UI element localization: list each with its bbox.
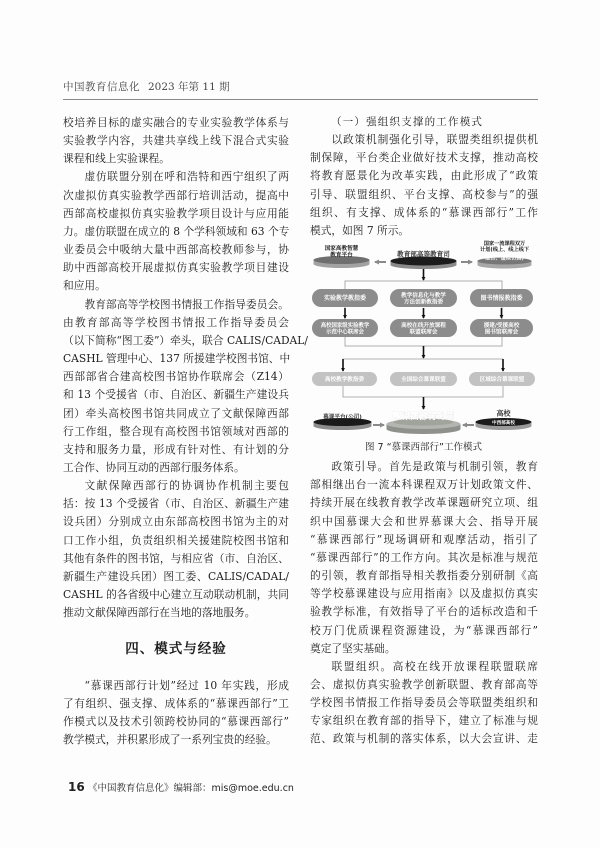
box-label: 方法创新教指委 [403, 299, 444, 306]
text-line: 教学模式，并积累形成了一系列宝贵的经验。 [63, 733, 277, 747]
footer-contact: 《中国教育信息化》编辑部：mis@moe.edu.cn [88, 783, 294, 794]
text-line: 的引领，教育部指导相关教指委分别研制《高 [310, 569, 538, 583]
text-line: 口工作小组，负责组织相关援建院校图书馆和 [63, 533, 289, 547]
text-line: 将教育愿景化为改革实践，由此形成了“政策 [310, 169, 538, 183]
paragraph [63, 114, 289, 168]
text-line: 持续开展在线教育教学改革课题研究立项、组 [310, 496, 538, 510]
paragraph [310, 658, 538, 749]
text-line: 推动文献保障西部行在当地的落地服务。 [63, 606, 256, 620]
text-line: 新疆生产建设兵团）图工委、CALIS/CADAL/ [63, 569, 289, 583]
text-line: 括：按 13 个受援省（市、自治区、新疆生产建 [63, 497, 289, 511]
text-line: 和应用。 [63, 279, 106, 293]
section-heading: 四、模式与经验 [125, 641, 227, 658]
text-line: 工合作、协同互动的西部行服务体系。 [63, 460, 245, 474]
box-label: 教学信息化与教学 [401, 292, 446, 299]
node-label: 慕课平台(公司) [323, 414, 362, 421]
text-line: “慕课西部行”现场调研和观摩活动，指引了 [310, 532, 538, 546]
mooc-platform-node [314, 413, 372, 431]
box-label: 示范中心联席会 [326, 329, 364, 336]
text-line: 组织、有支撑、成体系的“慕课西部行”工作 [310, 205, 538, 219]
text-line: 制保障，平台类企业做好技术支撑，推动高校 [310, 151, 538, 165]
page-footer [68, 776, 294, 795]
text-line: 联盟组织。高校在线开放课程联盟联席 [331, 659, 538, 673]
right-column [310, 113, 538, 749]
box-label: 高校在线开放课程 [401, 322, 446, 329]
paragraph [310, 458, 538, 658]
node-label: 教育部高等教育司 [397, 250, 450, 259]
universities-node [476, 409, 532, 431]
paragraph [63, 477, 289, 622]
text-line: 其他有条件的图书馆，与相应省（市、自治区、 [63, 551, 289, 565]
national-platform-node [314, 244, 370, 268]
higher-education-dept-node [391, 250, 457, 270]
connector-bracket [343, 386, 503, 397]
subsection-heading: （一）强组织支撑的工作模式 [331, 116, 484, 128]
page-number: 16 [68, 780, 85, 794]
header-rule [63, 99, 538, 100]
text-line: 引导、联盟组织、平台支撑、高校参与”的强 [310, 187, 538, 201]
running-header [63, 79, 230, 94]
paragraph [63, 168, 289, 295]
text-line: “慕课西部行计划”经过 10 年实践，形成 [84, 678, 289, 692]
text-line: 虚仿联盟分别在呼和浩特和西宁组织了两 [84, 170, 289, 184]
text-line: 以政策机制强化引导，联盟类组织提供机 [331, 133, 538, 147]
text-line: 模式，如图 7 所示。 [310, 223, 410, 237]
paragraph [63, 677, 289, 750]
text-line: 行工作组，整合现有高校图书馆领域对西部的 [63, 424, 289, 438]
text-line: 次虚拟仿真实验教学西部行培训活动，提高中 [63, 188, 289, 202]
text-line: 西部高校虚拟仿真实验教学项目设计与应用能 [63, 206, 289, 220]
figure-7 [310, 240, 538, 458]
node-label: 中西部高校 [492, 420, 515, 426]
text-line: 织中国慕课大会和世界慕课大会、指导开展 [310, 514, 538, 528]
box-label: 援建/受援高校 [483, 322, 520, 329]
text-line: 课程和线上实验课程。 [63, 152, 170, 166]
text-line: 西部部省合建高校图书馆协作联席会（Z14） [63, 370, 289, 384]
mooc-alliance-row [312, 372, 535, 386]
text-line: 校万门优质课程资源建设，为“慕课西部行” [310, 623, 538, 637]
text-line: 设兵团）分别成立由东部高校图书馆为主的对 [63, 515, 289, 529]
text-line: 验教学标准，有效指导了平台的适标改造和千 [310, 605, 538, 619]
text-line: 会、虚拟仿真实验教学创新联盟、教育部高等 [310, 677, 538, 691]
text-line: 作模式以及技术引领跨校协同的“慕课西部行” [63, 715, 289, 729]
node-label: 国家高教智慧 [324, 246, 359, 253]
text-line: 政策引导。首先是政策与机制引领，教育 [331, 460, 538, 474]
paragraph [310, 131, 538, 240]
figure-caption: 图 7 “慕课西部行”工作模式 [365, 442, 482, 454]
text-line: 部相继出台一流本科课程双万计划政策文件、 [310, 478, 538, 492]
text-line: 文献保障西部行的协调协作机制主要包 [84, 479, 289, 493]
text-line: 力。虚仿联盟在成立的 8 个学科领域和 63 个专 [63, 224, 290, 238]
journal-name: 中国教育信息化 [63, 81, 140, 93]
box-label: 高校教学教指委 [324, 377, 365, 384]
text-line: 业委员会中吸纳大量中西部高校教师参与，协 [63, 243, 289, 257]
work-mode-diagram [310, 240, 538, 458]
node-label: 慕课西部行计划 [391, 412, 456, 423]
text-line: 范、政策与机制的落实体系，以大会宣讲、走 [310, 732, 538, 746]
text-line: 团）牵头高校图书馆共同成立了文献保障西部 [63, 406, 289, 420]
text-line: 实验教学内容，共建共享线上线下混合式实验 [63, 134, 289, 148]
text-line: 专家组织在教育部的指导下，建立了标准与规 [310, 714, 538, 728]
text-line: 支持和服务力量，形成有针对性、有计划的分 [63, 442, 289, 456]
text-line: 教育部高等学校图书情报工作指导委员会。 [84, 297, 289, 311]
box-label: 实验教学教指委 [323, 295, 367, 303]
node-label: 高校 [496, 409, 511, 418]
node-label: 教育平台 [330, 252, 353, 259]
box-label: 全国综合慕课联盟 [401, 377, 446, 384]
box-label: 联盟联席会 [409, 329, 438, 336]
text-line: 奠定了坚实基础。 [310, 641, 396, 655]
box-label: 图书情报教指委 [480, 295, 523, 303]
text-line: 了有组织、强支撑、成体系的“慕课西部行”工 [63, 697, 289, 711]
node-label: 计划(线上、线上线下 [479, 247, 530, 254]
text-line: “慕课西部行”的工作方向。其次是标准与规范 [310, 550, 538, 564]
text-line: 校培养目标的虚实融合的专业实验教学体系与 [63, 116, 289, 129]
node-label: 混合、虚拟仿真) [485, 255, 524, 262]
paragraph [63, 296, 308, 478]
text-line: 助中西部高校开展虚拟仿真实验教学项目建设 [63, 261, 289, 275]
node-label: 国家一流课程双万 [483, 241, 526, 248]
text-line: 由教育部高等学校图书情报工作指导委员会 [63, 315, 289, 329]
text-line: CASHL 的各省级中心建立互动联动机制，共同 [63, 588, 289, 602]
left-column [63, 114, 308, 750]
text-line: 和 13 个受援省（市、自治区、新疆生产建设兵 [63, 388, 289, 402]
issue-number: 2023 年第 11 期 [148, 81, 230, 93]
text-line: 等学校慕课建设与应用指南》以及虚拟仿真实 [310, 587, 538, 601]
box-label: 区域综合慕课联盟 [479, 377, 525, 384]
box-label: 图书馆联席会 [484, 329, 519, 336]
text-line: （以下简称“图工委”）牵头，联合 CALIS/CADAL/ [63, 333, 308, 347]
alliance-row [312, 319, 533, 337]
committee-row [312, 289, 533, 307]
first-class-course-plan-node [478, 239, 532, 269]
box-label: 高校国家级实验教学 [320, 322, 370, 329]
text-line: CASHL 管理中心、137 所援建学校图书馆、中 [63, 352, 291, 366]
text-line: 学校图书情报工作指导委员会等联盟类组织和 [310, 696, 538, 710]
mooc-west-plan-node [387, 410, 461, 434]
